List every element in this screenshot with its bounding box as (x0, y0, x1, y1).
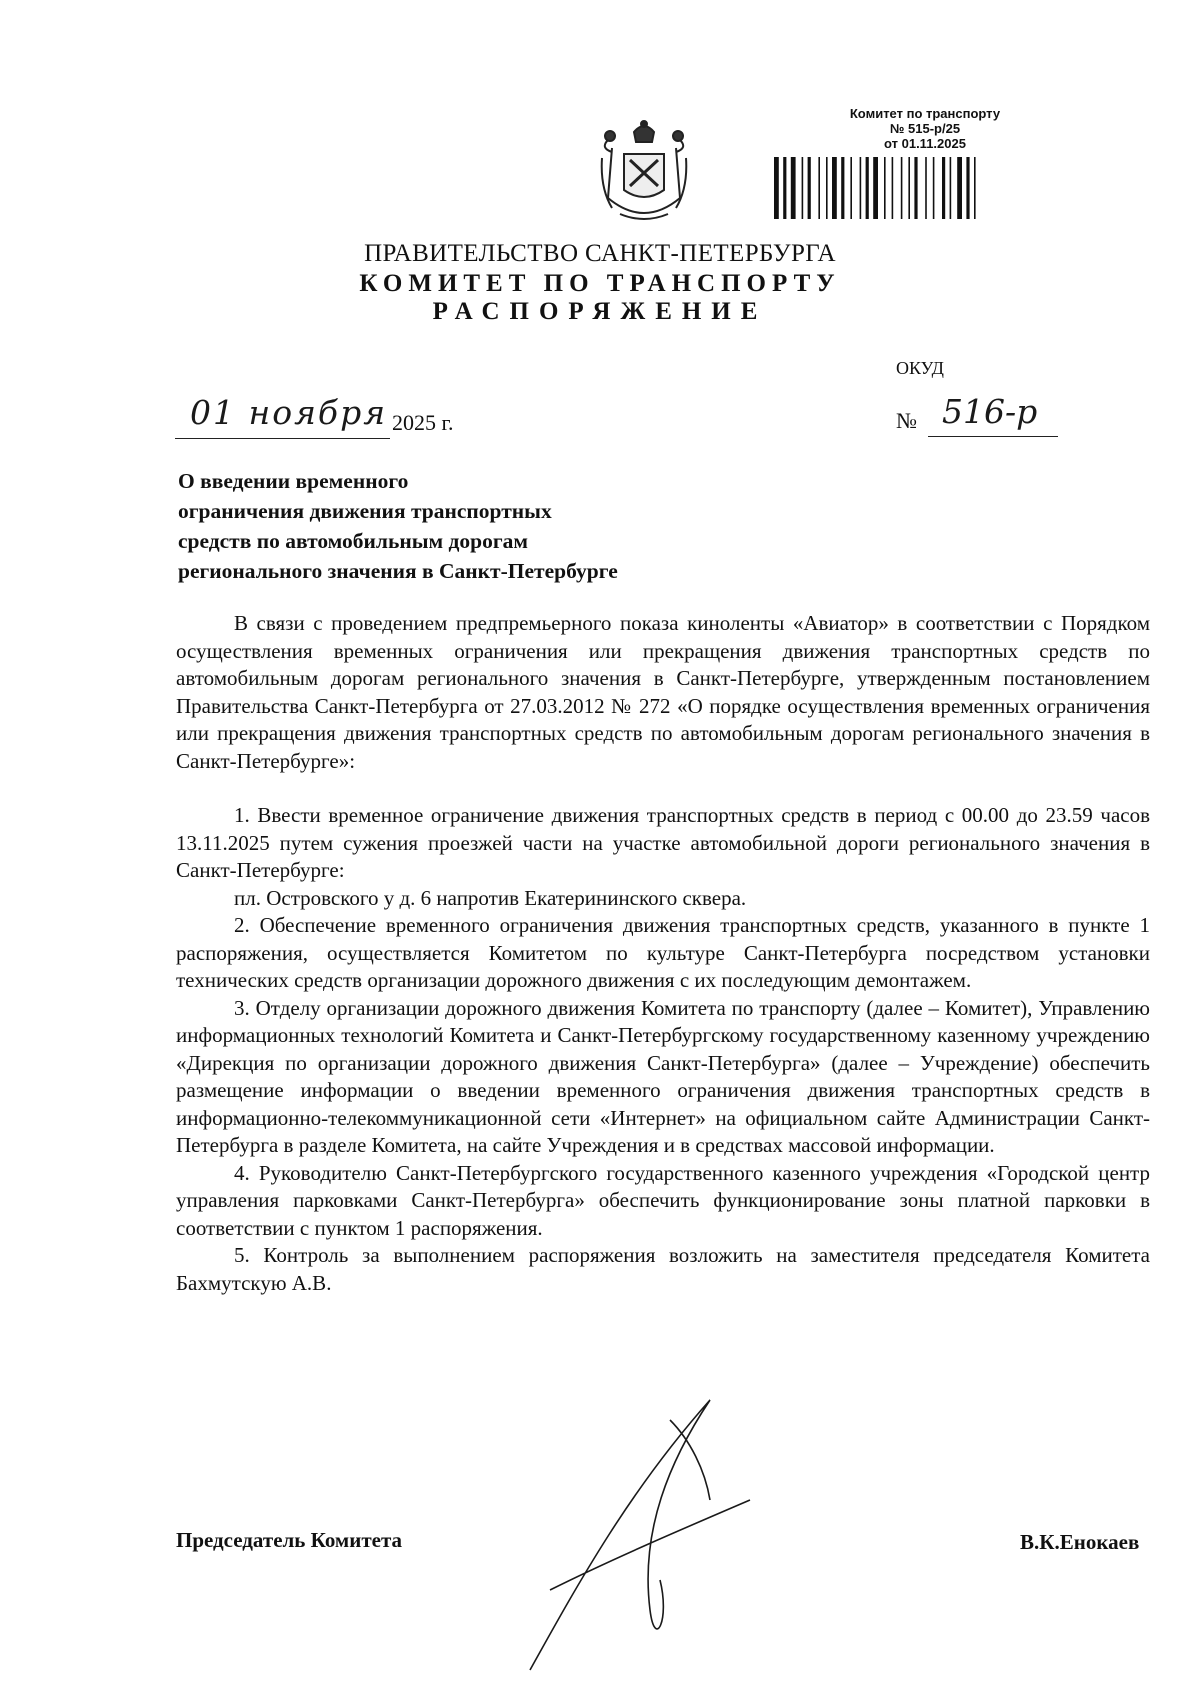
barcode-bar (908, 157, 910, 219)
barcode-bar (850, 157, 852, 219)
signatory-name: В.К.Енокаев (1020, 1530, 1140, 1554)
document-type: РАСПОРЯЖЕНИЕ (432, 298, 768, 325)
paragraph-3: 3. Отделу организации дорожного движения Комитета по транспорту (далее – Комитет), Управлению информационных технологий Комитета и Санкт-Петербургскому государственному казенному учреждению «Дирекция по организации дорожного движения Санкт-Петербурга» (далее – Учреждение) обеспечить размещение информации о введении временного ограничения движения транспортных средств в информационно-телекоммуникационной сети «Интернет» на официальном сайте Администрации Санкт-Петербурга в разделе Комитета, на сайте Учреждения и в средствах массовой информации. (176, 995, 1150, 1157)
paragraph-2: 2. Обеспечение временного ограничения движения транспортных средств, указанного в пункте 1 распоряжения, осуществляется Комитетом по культуре Санкт-Петербурга посредством установки технических средств организации дорожного движения с их последующим демонтажем. (176, 913, 1150, 992)
barcode-bar (974, 157, 976, 219)
barcode-bar (866, 157, 869, 219)
barcode-bar (957, 157, 962, 219)
barcode-bar (873, 157, 878, 219)
barcode-bar (832, 157, 837, 219)
barcode-bar (774, 157, 779, 219)
barcode-bar (783, 157, 786, 219)
signatory-position: Председатель Комитета (176, 1528, 403, 1552)
barcode-bar (966, 157, 969, 219)
barcode-bar (950, 157, 952, 219)
barcode-bar (826, 157, 828, 219)
barcode (770, 157, 1060, 219)
barcode-bar (802, 157, 804, 219)
barcode-bar (808, 157, 811, 219)
registration-stamp (770, 106, 1070, 224)
handwritten-number: 516-р (942, 392, 1038, 431)
intro-paragraph: В связи с проведением предпремьерного показа киноленты «Авиатор» в соответствии с Порядком осуществления временных ограничения или прекращения движения транспортных средств по автомобильным дорогам регионального значения в Санкт-Петербурге, утвержденным постановлением Правительства Санкт-Петербурга от 27.03.2012 № 272 «О порядке осуществления временных ограничения или прекращения движения транспортных средств по автомобильным дорогам регионального значения в Санкт-Петербурге»: (176, 611, 1150, 773)
barcode-bar (892, 157, 894, 219)
barcode-bar (791, 157, 796, 219)
barcode-bar (860, 157, 862, 219)
number-label: № (896, 408, 917, 433)
government-title: ПРАВИТЕЛЬСТВО САНКТ-ПЕТЕРБУРГА (364, 240, 836, 267)
handwritten-signature (520, 1380, 760, 1680)
stamp-line-3: от 01.11.2025 (884, 136, 966, 151)
subject-line-2: ограничения движения транспортных (178, 499, 552, 523)
document-body (176, 610, 1150, 1297)
barcode-bar (901, 157, 903, 219)
year: 2025 г. (392, 410, 454, 435)
barcode-bar (884, 157, 886, 219)
document-subject (178, 466, 738, 586)
paragraph-1-place: пл. Островского у д. 6 напротив Екатерининского сквера. (234, 885, 747, 910)
barcode-bar (818, 157, 820, 219)
subject-line-3: средств по автомобильным дорогам (178, 529, 529, 553)
paragraph-1: 1. Ввести временное ограничение движения транспортных средств в период с 00.00 до 23.59 часов 13.11.2025 путем сужения проезжей части на участке автомобильной дороги регионального значения в Санкт-Петербурге: (176, 803, 1150, 882)
barcode-bar (925, 157, 927, 219)
barcode-bar (841, 157, 844, 219)
subject-line-1: О введении временного (178, 469, 409, 493)
barcode-bar (942, 157, 945, 219)
paragraph-4: 4. Руководителю Санкт-Петербургского государственного казенного учреждения «Городской центр управления парковками Санкт-Петербурга» обеспечить функционирование зоны платной парковки в соответствии с пунктом 1 распоряжения. (176, 1160, 1150, 1240)
stamp-line-2: № 515-р/25 (889, 121, 961, 136)
stamp-line-1: Комитет по транспорту (849, 106, 1001, 121)
barcode-bar (933, 157, 935, 219)
coat-of-arms-emblem (598, 118, 690, 230)
okud-label: ОКУД (896, 358, 944, 378)
paragraph-5: 5. Контроль за выполнением распоряжения возложить на заместителя председателя Комитета Бахмутскую А.В. (176, 1243, 1150, 1295)
handwritten-date: 01 ноября (190, 393, 388, 432)
committee-title: КОМИТЕТ ПО ТРАНСПОРТУ (359, 270, 841, 297)
barcode-bar (914, 157, 917, 219)
subject-line-4: регионального значения в Санкт-Петербурге (178, 559, 618, 583)
